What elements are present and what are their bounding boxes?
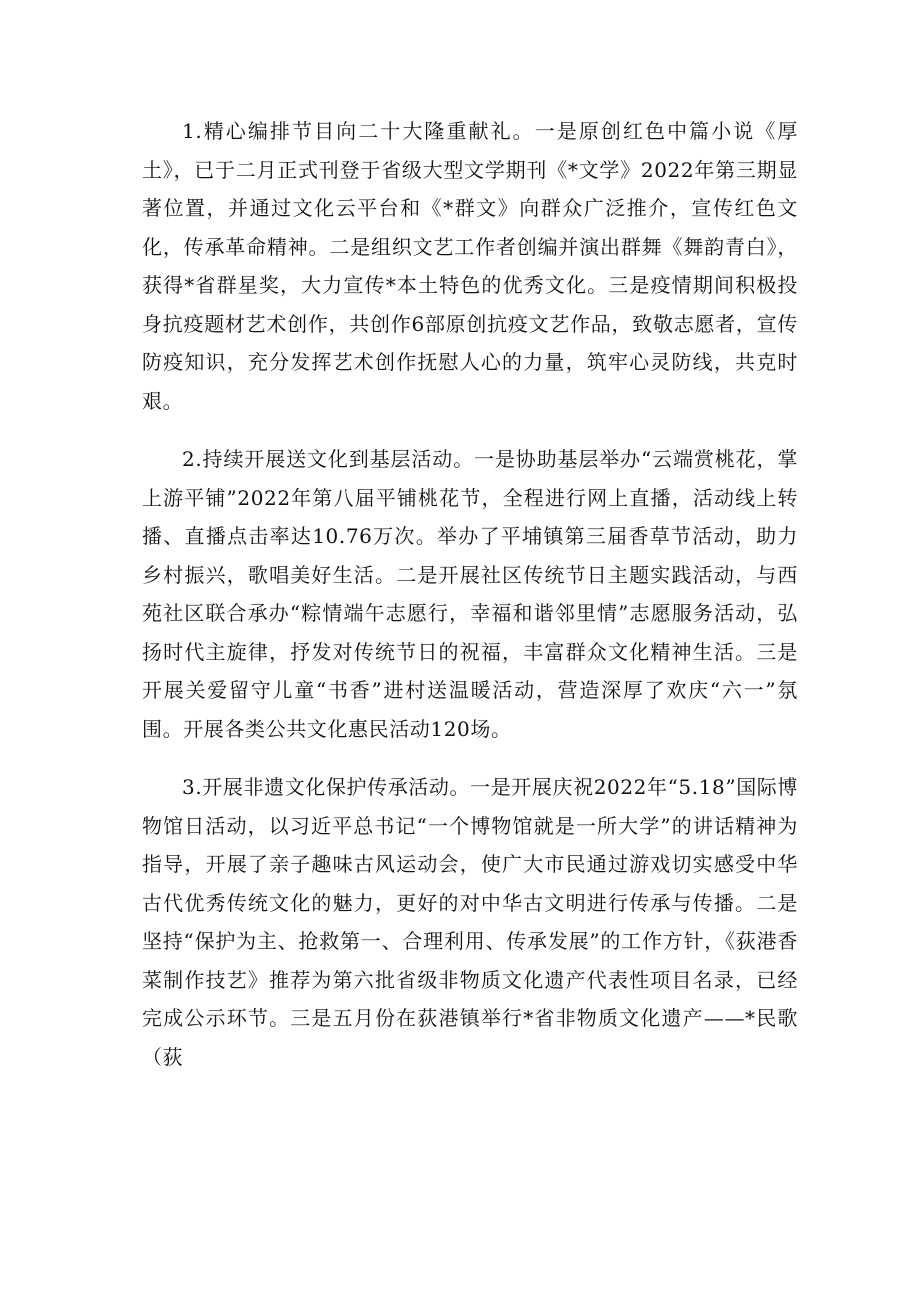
document-body [142,112,798,1096]
paragraph-1: 1.精心编排节目向二十大隆重献礼。一是原创红色中篇小说《厚土》，已于二月正式刊登于省级大型文学期刊《*文学》2022年第三期显著位置，并通过文化云平台和《*群文》向群众广泛推介，宣传红色文化，传承革命精神。二是组织文艺工作者创编并演出群舞《舞韵青白》，获得*省群星奖，大力宣传*本土特色的优秀文化。三是疫情期间积极投身抗疫题材艺术创作，共创作6部原创抗疫文艺作品，致敬志愿者，宣传防疫知识，充分发挥艺术创作抚慰人心的力量，筑牢心灵防线，共克时艰。 [142,119,798,413]
paragraph-3: 3.开展非遗文化保护传承活动。一是开展庆祝2022年“5.18”国际博物馆日活动，以习近平总书记“一个博物馆就是一所大学”的讲话精神为指导，开展了亲子趣味古风运动会，使广大市民通过游戏切实感受中华古代优秀传统文化的魅力，更好的对中华古文明进行传承与传播。二是坚持“保护为主、抢救第一、合理利用、传承发展”的工作方针，《荻港香菜制作技艺》推荐为第六批省级非物质文化遗产代表性项目名录，已经完成公示环节。三是五月份在荻港镇举行*省非物质文化遗产——*民歌（荻 [142,775,798,1069]
paragraph-2: 2.持续开展送文化到基层活动。一是协助基层举办“云端赏桃花，掌上游平铺”2022年第八届平铺桃花节，全程进行网上直播，活动线上转播、直播点击率达10.76万次。举办了平埔镇第三届香草节活动，助力乡村振兴，歌唱美好生活。二是开展社区传统节日主题实践活动，与西苑社区联合承办“粽情端午志愿行，幸福和谐邻里情”志愿服务活动，弘扬时代主旋律，抒发对传统节日的祝福，丰富群众文化精神生活。三是开展关爱留守儿童“书香”进村送温暖活动，营造深厚了欢庆“六一”氛围。开展各类公共文化惠民活动120场。 [142,447,798,741]
